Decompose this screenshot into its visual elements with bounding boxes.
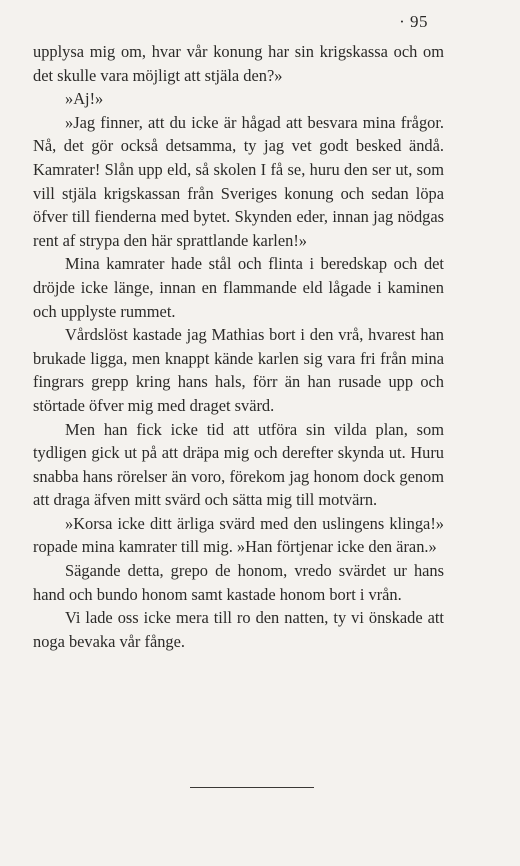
paragraph: »Korsa icke ditt ärliga svärd med den uslingens klinga!» ropade mina kamrater till mig. »Han förtjenar icke den äran.»: [33, 513, 444, 557]
paragraph: Men han fick icke tid att utföra sin vilda plan, som tydligen gick ut på att dräpa mig och derefter skynda ut. Huru snabba hans rörelser än voro, förekom jag honom dock genom att draga äfven mitt svärd och sätta mig till motvärn.: [33, 419, 444, 510]
body-text: [33, 40, 444, 653]
paragraph: Vi lade oss icke mera till ro den natten, ty vi önskade att noga bevaka vår fånge.: [33, 608, 444, 651]
paragraph: Mina kamrater hade stål och flinta i beredskap och det dröjde icke länge, innan en flammande eld lågade i kaminen och upplyste rummet.: [33, 254, 444, 321]
page-number: · 95: [399, 12, 428, 31]
paragraph: upplysa mig om, hvar vår konung har sin krigskassa och om det skulle vara möjligt att stjäla den?»: [33, 42, 444, 85]
paragraph: Vårdslöst kastade jag Mathias bort i den vrå, hvarest han brukade ligga, men knappt kände karlen sig vara fri från mina fingrars grepp kring hans hals, förr än han rusade upp och störtade öfver mig med draget svärd.: [33, 325, 444, 415]
section-divider: [190, 787, 314, 788]
paragraph: »Aj!»: [65, 89, 104, 109]
paragraph: »Jag finner, att du icke är hågad att besvara mina frågor. Nå, det gör också detsamma, ty jag vet godt besked ändå. Kamrater! Slån upp eld, så skolen I få se, huru den ser ut, som vill stjäla krigskassan från Sveriges konung och sedan löpa öfver till fienderna med bytet. Skynden eder, innan jag nödgas rent af strypa den här sprattlande karlen!»: [33, 112, 444, 250]
paragraph: Sägande detta, grepo de honom, vredo svärdet ur hans hand och bundo honom samt kastade honom bort i vrån.: [33, 561, 444, 604]
